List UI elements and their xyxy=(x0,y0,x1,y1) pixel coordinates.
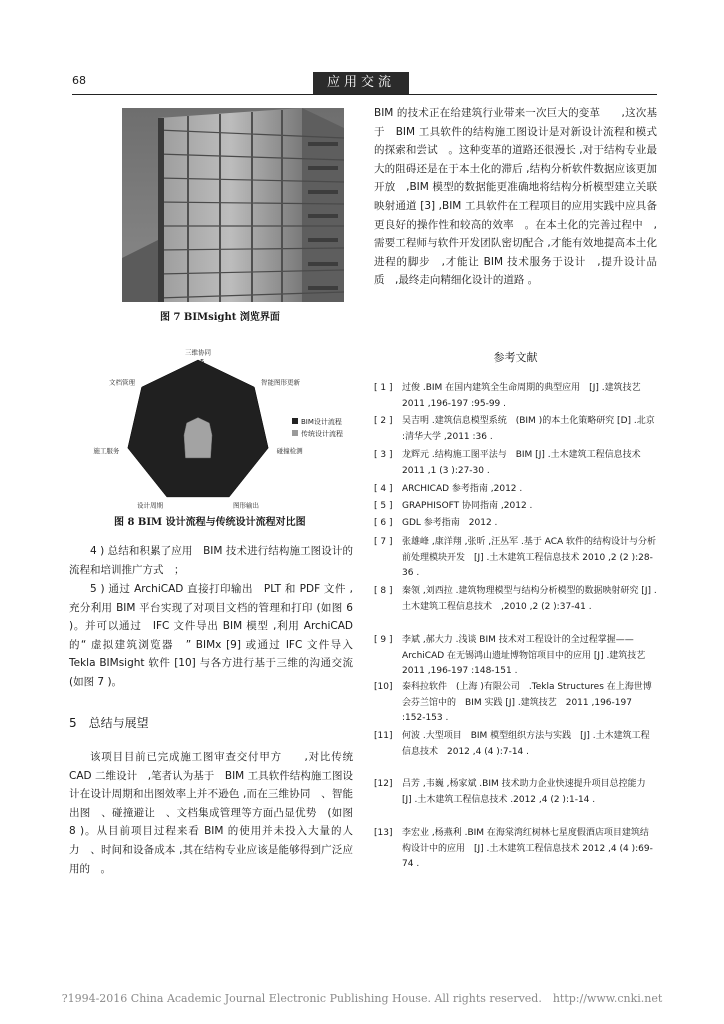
reference-item xyxy=(374,584,657,615)
reference-item xyxy=(374,680,657,727)
legend-swatch-traditional xyxy=(292,430,298,436)
reference-text: 过俊 .BIM 在国内建筑全生命周期的典型应用 [J] .建筑技艺 2011 ,196-197 :95-99 . xyxy=(402,383,641,409)
reference-item xyxy=(374,826,657,873)
reference-item xyxy=(374,499,657,515)
paragraph-item-5: 5 ) 通过 ArchiCAD 直接打印输出 PLT 和 PDF 文件 ,充分利用 BIM 平台实现了对项目文档的管理和打印 (如图 6 )。并可以通过 IFC 文件导出 BIM 模型 ,利用 ArchiCAD 的“ 虚拟建筑浏览器 ” BIMx [9] 或通过 IFC 文件导入 Tekla BIMsight 软件 [10] 与各方进行基于三维的沟通交流 (如图 7 )。 xyxy=(69,583,364,688)
reference-item xyxy=(374,535,657,582)
references-heading: 参考文献 xyxy=(493,351,538,364)
legend-label-traditional: 传统设计流程 xyxy=(301,430,343,438)
reference-text: 李宏业 ,杨燕利 .BIM 在海棠湾红树林七星度假酒店项目建筑结构设计中的应用 [J] .土木建筑工程信息技术 2012 ,4 (4 ):69-74 . xyxy=(402,828,653,870)
reference-text: 张雄峰 ,康洋翔 ,张昕 ,汪丛军 .基于 ACA 软件的结构设计与分析前处理模块开发 [J] .土木建筑工程信息技术 2010 ,2 (2 ):28-36 . xyxy=(402,537,657,579)
radar-axis-label: 设计周期 xyxy=(137,501,163,510)
reference-text: GDL 参考指南 2012 . xyxy=(402,518,498,528)
reference-number: [11] xyxy=(374,731,393,741)
reference-item xyxy=(374,448,657,479)
reference-item xyxy=(374,482,657,498)
legend-label-bim: BIM设计流程 xyxy=(301,418,342,426)
section-5-heading: 5 总结与展望 xyxy=(69,716,149,730)
reference-number: [ 9 ] xyxy=(374,635,393,645)
figure8-radar-chart xyxy=(80,342,360,510)
reference-number: [ 4 ] xyxy=(374,484,393,494)
radar-axis-label: 图形输出 xyxy=(233,501,259,510)
header-rule xyxy=(72,94,657,95)
radar-area-traditional xyxy=(184,418,212,458)
paragraph-item-4: 4 ) 总结和积累了应用 BIM 技术进行结构施工图设计的流程和培训推广方式 ； xyxy=(69,545,353,576)
reference-text: 秦领 ,刘西拉 .建筑物理模型与结构分析模型的数据映射研究 [J] .土木建筑工程信息技术 ,2010 ,2 (2 ):37-41 . xyxy=(402,586,657,612)
reference-text: 龙辉元 .结构施工图平法与 BIM [J] .土木建筑工程信息技术 2011 ,1 (3 ):27-30 . xyxy=(402,450,641,476)
reference-item xyxy=(374,633,657,680)
reference-item xyxy=(374,729,657,760)
figure7-bimsight-render xyxy=(122,108,344,302)
reference-item xyxy=(374,414,657,445)
reference-item xyxy=(374,516,657,532)
reference-number: [ 6 ] xyxy=(374,518,393,528)
radar-axis-label: 施工服务 xyxy=(93,446,120,455)
reference-item xyxy=(374,381,657,412)
reference-text: 李斌 ,郝大力 .浅谈 BIM 技术对工程设计的全过程掌握——ArchiCAD 在无锡鸿山遗址博物馆项目中的应用 [J] .建筑技艺 2011 ,196-197 :148-151 . xyxy=(402,635,655,677)
radar-scale-label: 5 xyxy=(200,358,205,366)
reference-text: 何波 .大型项目 BIM 模型组织方法与实践 [J] .土木建筑工程信息技术 2012 ,4 (4 ):7-14 . xyxy=(402,731,650,757)
radar-axis-label: 碰撞检测 xyxy=(276,446,303,455)
reference-text: 吕芳 ,韦巍 ,杨家斌 .BIM 技术助力企业快速提升项目总控能力 [J] .土木建筑工程信息技术 .2012 ,4 (2 ):1-14 . xyxy=(402,779,646,805)
copyright-footer: ?1994-2016 China Academic Journal Electronic Publishing House. All rights reserved. http://www.cnki.net xyxy=(61,992,663,1005)
radar-axis-label: 智能图形更新 xyxy=(261,378,300,387)
reference-number: [ 3 ] xyxy=(374,450,393,460)
reference-text: 吴吉明 .建筑信息模型系统 (BIM )的本土化策略研究 [D] .北京 :清华大学 ,2011 :36 . xyxy=(402,416,655,442)
reference-number: [13] xyxy=(374,828,393,838)
reference-number: [12] xyxy=(374,779,393,789)
reference-number: [ 1 ] xyxy=(374,383,393,393)
figure7-caption: 图 7 BIMsight 浏览界面 xyxy=(160,312,280,323)
journal-section-label: 应用交流 xyxy=(313,72,409,94)
reference-text: 泰科拉软件 (上海 )有限公司 .Tekla Structures 在上海世博会芬兰馆中的 BIM 实践 [J] .建筑技艺 2011 ,196-197 :152-153 . xyxy=(402,682,652,724)
reference-text: GRAPHISOFT 协同指南 ,2012 . xyxy=(402,501,533,511)
reference-number: [ 2 ] xyxy=(374,416,393,426)
reference-number: [ 7 ] xyxy=(374,537,393,547)
radar-axis-label: 三维协同 xyxy=(185,348,211,357)
reference-item xyxy=(374,777,657,808)
page-number: 68 xyxy=(72,74,86,87)
reference-text: ARCHICAD 参考指南 ,2012 . xyxy=(402,484,523,494)
reference-number: [ 8 ] xyxy=(374,586,393,596)
figure8-caption: 图 8 BIM 设计流程与传统设计流程对比图 xyxy=(114,517,306,528)
reference-number: [ 5 ] xyxy=(374,501,393,511)
reference-number: [10] xyxy=(374,682,393,692)
radar-axis-label: 文档管理 xyxy=(109,378,135,387)
conclusion-paragraph: BIM 的技术正在给建筑行业带来一次巨大的变革 ,这次基于 BIM 工具软件的结构施工图设计是对新设计流程和模式的探索和尝试 。这种变革的道路还很漫长 ,对于结构专业最大的阻碍还是在于本土化的滞后 ,结构分析软件数据应该更加开放 ,BIM 模型的数据能更准确地将结构分析模型建立关联映射通道 [3] ,BIM 工具软件在工程项目的应用实践中应具备更良好的操作性和较高的效率 。在本土化的完善过程中 ,需要工程师与软件开发团队密切配合 ,才能有效地提高本土化进程的脚步 ,才能让 BIM 技术服务于设计 ,提升设计品质 ,最终走向精细化设计的道路 。 xyxy=(374,107,657,287)
section-5-body: 该项目目前已完成施工图审查交付甲方 ,对比传统 CAD 二维设计 ,笔者认为基于 BIM 工具软件结构施工图设计在设计周期和出图效率上并不逊色 ,而在三维协同 、智能出图 、碰撞避让 、文档集成管理等方面凸显优势 (如图 8 )。从目前项目过程来看 BIM 的使用并未投入大量的人力 、时间和设备成本 ,其在结构专业应该是能够得到广泛应用的 。 xyxy=(69,751,353,875)
legend-swatch-bim xyxy=(292,418,298,424)
